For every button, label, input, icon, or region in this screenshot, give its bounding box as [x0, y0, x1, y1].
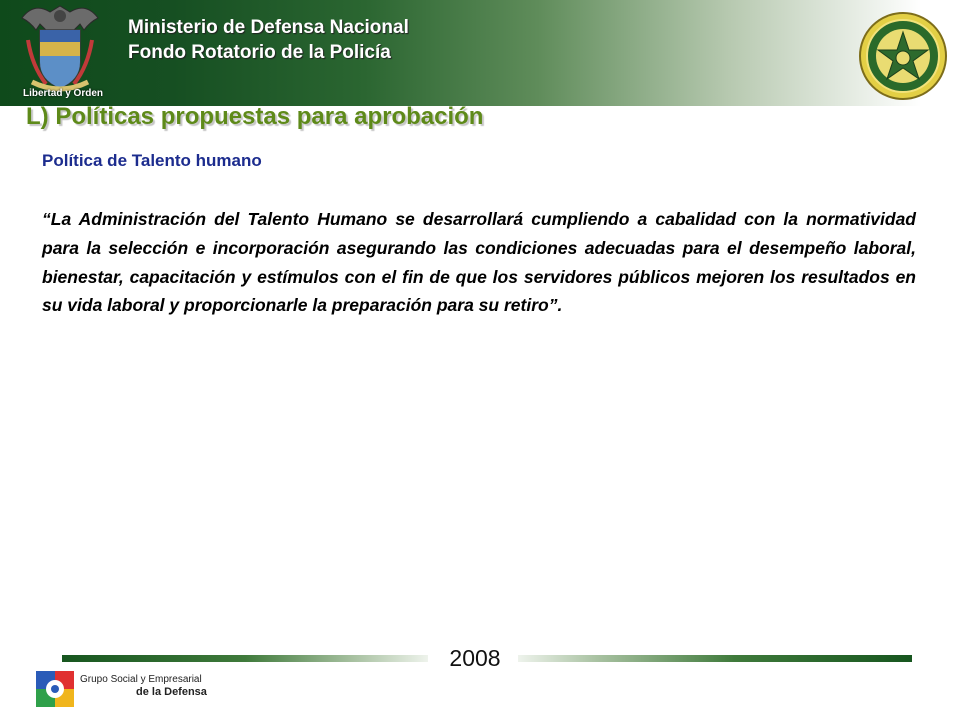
group-logo-icon [36, 671, 74, 707]
ministry-line-2: Fondo Rotatorio de la Policía [128, 42, 391, 63]
footer-bar-right [518, 655, 912, 662]
ministry-line-1: Ministerio de Defensa Nacional [128, 17, 409, 38]
policy-body: “La Administración del Talento Humano se desarrollará cumpliendo a cabalidad con la normatividad para la selección e incorporación asegurando las condiciones adecuadas para el desempeño laboral, bienestar, capacitación y estímulos con el fin de que los servidores públicos mejoren los resultados en su vida laboral y proporcionarle la preparación para su retiro”. [42, 209, 916, 316]
coat-of-arms-icon [14, 0, 106, 98]
footer-year: 2008 [449, 645, 501, 671]
header-banner [0, 0, 960, 106]
policy-title: Política de Talento humano [42, 151, 262, 170]
group-line-2: de la Defensa [136, 686, 207, 698]
footer-bar-left [62, 655, 428, 662]
ministry-title [128, 15, 409, 65]
coat-caption: Libertad y Orden [22, 88, 103, 99]
group-text [80, 674, 207, 698]
section-title: L) Políticas propuestas para aprobación [26, 103, 484, 130]
group-line-1: Grupo Social y Empresarial [80, 674, 202, 685]
police-seal-icon [858, 10, 948, 102]
